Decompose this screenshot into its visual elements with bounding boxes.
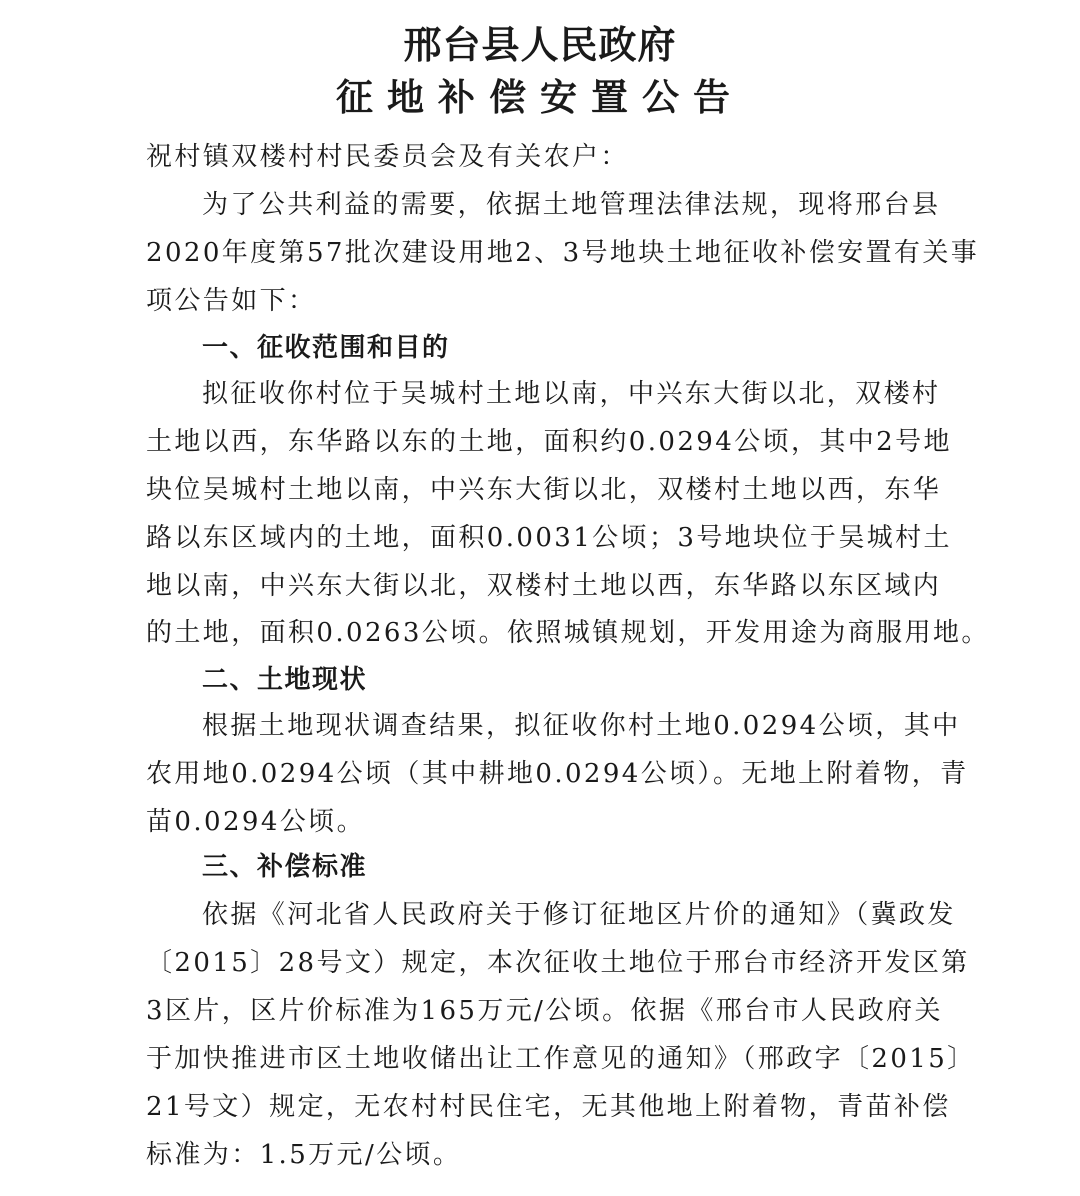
body-line: 于加快推进市区土地收储出让工作意见的通知》（邢政字〔2015〕: [146, 1044, 976, 1074]
body-line: 项公告如下：: [146, 286, 317, 316]
body-line: 根据土地现状调查结果，拟征收你村土地0.0294公顷，其中: [202, 711, 961, 741]
body-line: 土地以西，东华路以东的土地，面积约0.0294公顷，其中2号地: [146, 427, 952, 457]
body-line: 苗0.0294公顷。: [146, 807, 365, 837]
body-line: 标准为：1.5万元/公顷。: [146, 1140, 462, 1170]
body-line: 拟征收你村位于吴城村土地以南，中兴东大街以北，双楼村: [202, 379, 941, 409]
section-heading-compensation: 三、补偿标准: [202, 852, 368, 882]
section-heading-status: 二、土地现状: [202, 665, 368, 695]
body-line: 〔2015〕28号文）规定，本次征收土地位于邢台市经济开发区第: [146, 948, 970, 978]
body-line: 依据《河北省人民政府关于修订征地区片价的通知》（冀政发: [202, 900, 956, 930]
body-line: 为了公共利益的需要，依据土地管理法律法规，现将邢台县: [202, 190, 941, 220]
body-line: 3区片，区片价标准为165万元/公顷。依据《邢台市人民政府关: [146, 996, 943, 1026]
section-heading-scope: 一、征收范围和目的: [202, 333, 450, 363]
body-line: 块位吴城村土地以南，中兴东大街以北，双楼村土地以西，东华: [146, 475, 942, 505]
body-line: 地以南，中兴东大街以北，双楼村土地以西，东华路以东区域内: [146, 571, 942, 601]
body-line: 农用地0.0294公顷（其中耕地0.0294公顷）。无地上附着物，青: [146, 759, 969, 789]
document-subtitle: 征地补偿安置公告: [336, 75, 744, 119]
body-line: 的土地，面积0.0263公顷。依照城镇规划，开发用途为商服用地。: [146, 618, 990, 648]
body-line: 21号文）规定，无农村村民住宅，无其他地上附着物，青苗补偿: [146, 1092, 951, 1122]
body-line: 2020年度第57批次建设用地2、3号地块土地征收补偿安置有关事: [146, 238, 980, 268]
document-title: 邢台县人民政府: [403, 22, 677, 67]
body-line: 路以东区域内的土地，面积0.0031公顷；3号地块位于吴城村土: [146, 523, 952, 553]
addressee-line: 祝村镇双楼村村民委员会及有关农户：: [146, 142, 629, 172]
